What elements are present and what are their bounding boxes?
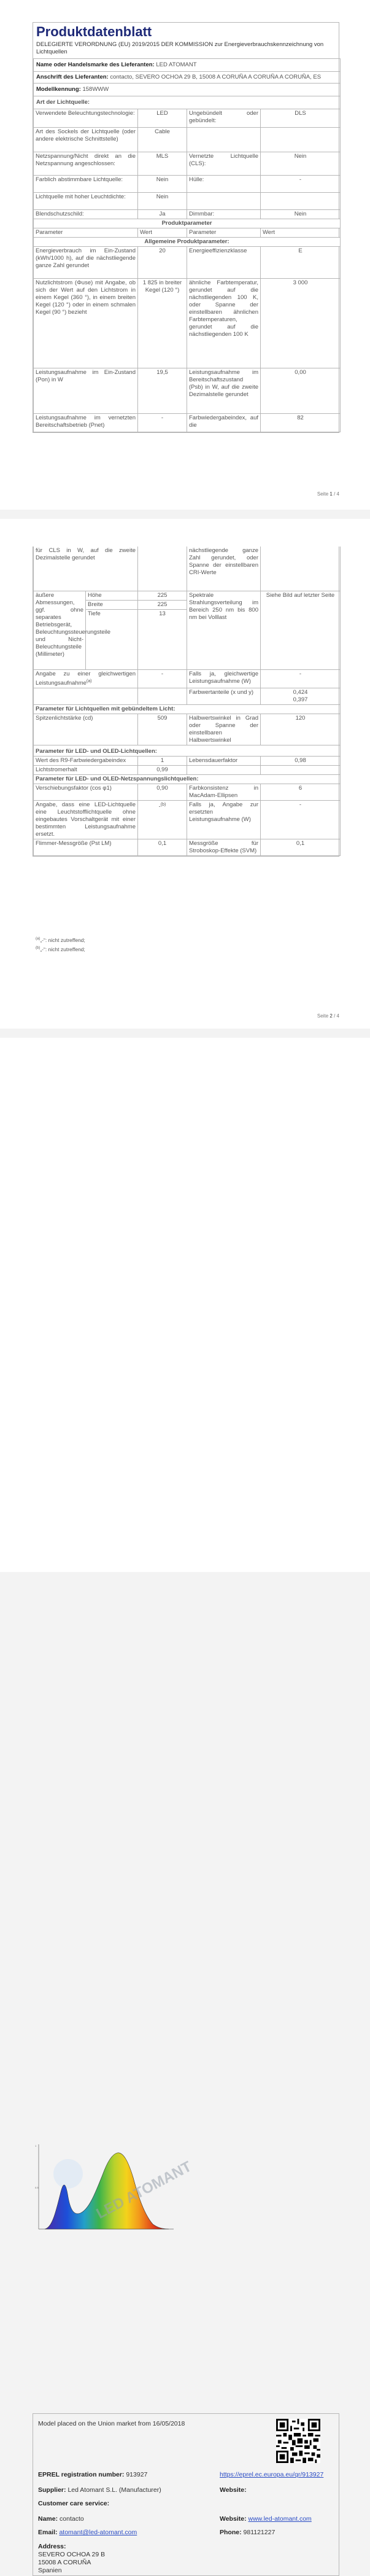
general_rows-v1-0: 20 — [138, 247, 187, 279]
beam-value: 120 — [261, 714, 341, 745]
dim-name-depth: Tiefe — [86, 609, 138, 669]
equiv-r-label: Falls ja, gleichwertige Leistungsaufnahme (W) — [187, 669, 261, 688]
care-website: Website: www.led-atomant.com — [220, 2515, 312, 2523]
type_rows-l1-4: Lichtquelle mit hoher Leuchtdichte: — [34, 193, 138, 210]
datasheet-frame — [33, 22, 339, 433]
care-email: Email: atomant@led-atomant.com — [38, 2529, 137, 2536]
type_rows-v2-3: - — [261, 176, 341, 193]
type_rows-v2-0: DLS — [261, 109, 341, 128]
type_rows-l2-3: Hülle: — [187, 176, 261, 193]
type_rows-l2-5: Dimmbar: — [187, 210, 261, 219]
supplier-address-row: Anschrift des Lieferanten: contacto, SEVERO OCHOA 29 B, 15008 A CORUÑA A CORUÑA A CORUÑA, ES — [34, 72, 341, 84]
type_rows-v1-2: MLS — [138, 152, 187, 176]
led-heading: Parameter für LED- und OLED-Lichtquellen: — [34, 745, 341, 756]
spectrum-chart — [33, 2137, 195, 2241]
general_rows-v1-3: - — [138, 414, 187, 432]
eprel-card — [33, 2413, 339, 2576]
dim-value-depth: 13 — [138, 609, 187, 669]
params-table-2 — [33, 547, 341, 856]
footnote-a: $^{(a)}$„-“: nicht zutreffend; — [36, 936, 85, 943]
general_rows-l1-0: Energieverbrauch im Ein-Zustand (kWh/1000 h), auf die nächstliegende ganze Zahl gerundet — [34, 247, 138, 279]
type_rows-l1-3: Farblich abstimmbare Lichtquelle: — [34, 176, 138, 193]
page-1 — [0, 0, 370, 510]
col-value-2: Wert — [261, 228, 341, 238]
dimensions-label: äußere Abmessungen, ggf. ohne separates Betriebsgerät, Beleuchtungssteuerungsteile und Nicht-Beleuchtungsteile (Millimeter) — [34, 591, 86, 669]
dim-value-width: 225 — [138, 600, 187, 609]
macadam-value: 6 — [261, 784, 341, 800]
supplier-name-row: Name oder Handelsmarke des Lieferanten: LED ATOMANT — [34, 59, 341, 72]
type_rows-l1-0: Verwendete Beleuchtungstechnologie: — [34, 109, 138, 128]
general_rows-v2-3: 82 — [261, 414, 341, 432]
dpf-label: Verschiebungsfaktor (cos φ1) — [34, 784, 138, 800]
general_rows-l2-0: Energieeffizienzklasse — [187, 247, 261, 279]
care-email-link[interactable]: atomant@led-atomant.com — [59, 2529, 137, 2536]
type_rows-v1-3: Nein — [138, 176, 187, 193]
eprel-link[interactable]: https://eprel.ec.europa.eu/qr/913927 — [220, 2471, 324, 2478]
footnotes — [36, 935, 85, 954]
equiv-label: Angabe zu einer gleichwertigen Leistungsaufnahme$^{(a)}$ — [34, 669, 138, 688]
equiv-value: - — [138, 669, 187, 688]
chroma-label: Farbwertanteile (x und y) — [187, 688, 261, 704]
r9-label: Wert des R9-Farbwiedergabeindex — [34, 756, 138, 765]
peak-label: Spitzenlichtstärke (cd) — [34, 714, 138, 745]
type_rows-v2-5: Nein — [261, 210, 341, 219]
spectral-label: Spektrale Strahlungsverteilung im Bereich 250 nm bis 800 nm bei Volllast — [187, 591, 261, 669]
col-param-1: Parameter — [34, 228, 138, 238]
general_rows-l1-2: Leistungsaufnahme im Ein-Zustand (Pon) in W — [34, 368, 138, 414]
footnote-b: $^{(b)}$„-“: nicht zutreffend; — [36, 946, 85, 952]
website-label: Website: — [220, 2486, 247, 2494]
datasheet-frame-2 — [33, 547, 339, 857]
dim-name-height: Höhe — [86, 591, 138, 600]
replace-r-value: - — [261, 800, 341, 839]
col-value-1: Wert — [138, 228, 187, 238]
col-param-2: Parameter — [187, 228, 261, 238]
page-number-2: Seite 2 / 4 — [317, 1013, 339, 1019]
page-3 — [0, 1038, 370, 2574]
spectral-value: Siehe Bild auf letzter Seite — [261, 591, 341, 669]
maintenance-label: Lichtstromerhalt — [34, 765, 138, 774]
customer-care-label: Customer care service: — [38, 2500, 110, 2507]
macadam-label: Farbkonsistenz in MacAdam-Ellipsen — [187, 784, 261, 800]
placed-on-market: Model placed on the Union market from 16/05/2018 — [38, 2420, 185, 2427]
eprel-registration: EPREL registration number: 913927 — [38, 2471, 148, 2478]
replace-label: Angabe, dass eine LED-Lichtquelle eine Leuchtstofflichtquelle ohne eingebautes Vorschaltgerät mit einer bestimmten Leistungsaufnahme ersetzt. — [34, 800, 138, 839]
general_rows-v2-2: 0,00 — [261, 368, 341, 414]
cont-label-1: für CLS in W, auf die zweite Dezimalstelle gerundet — [34, 547, 138, 591]
beam-label: Halbwertswinkel in Grad oder Spanne der einstellbaren Halbwertswinkel — [187, 714, 261, 745]
page-2 — [0, 519, 370, 1029]
dim-name-width: Breite — [86, 600, 138, 609]
type_rows-v1-5: Ja — [138, 210, 187, 219]
y-tick-mid: 0.5 — [35, 2186, 39, 2189]
y-tick-top: 1 — [35, 2144, 37, 2147]
chroma-values: 0,424 0,397 — [261, 688, 341, 704]
care-address: Address: SEVERO OCHOA 29 B 15008 A CORUÑA Spanien — [38, 2543, 106, 2574]
care-website-link[interactable]: www.led-atomant.com — [248, 2515, 312, 2523]
flicker-label: Flimmer-Messgröße (Pst LM) — [34, 839, 138, 855]
dpf-value: 0,90 — [138, 784, 187, 800]
survival-value: 0,98 — [261, 756, 341, 765]
directional-heading: Parameter für Lichtquellen mit gebündeltem Licht: — [34, 704, 341, 714]
care-name: Name: contacto — [38, 2515, 84, 2523]
type_rows-l1-1: Art des Sockels der Lichtquelle (oder andere elektrische Schnittstelle) — [34, 128, 138, 152]
maintenance-value: 0,99 — [138, 765, 187, 774]
general_rows-l2-1: ähnliche Farbtemperatur, gerundet auf die nächstliegenden 100 K, oder Spanne der einstellbaren ähnlichen Farbtemperaturen, gerundet auf die nächstliegenden 100 K — [187, 279, 261, 368]
watermark-text: LED ATOMANT — [93, 2158, 195, 2222]
r9-value: 1 — [138, 756, 187, 765]
type_rows-l1-5: Blendschutzschild: — [34, 210, 138, 219]
survival-label: Lebensdauerfaktor — [187, 756, 261, 765]
equiv-r-value: - — [261, 669, 341, 688]
general_rows-l1-1: Nutzlichtstrom (Φuse) mit Angabe, ob sich der Wert auf den Lichtstrom in einem Kegel (360 °), in einem breiten Kegel (120 °) oder in einem schmalen Kegel (90 °) bezieht — [34, 279, 138, 368]
sheet-title: Produktdatenblatt — [36, 24, 152, 39]
supplier-table — [33, 58, 341, 432]
regulation-text: DELEGIERTE VERORDNUNG (EU) 2019/2015 DER KOMMISSION zur Energieverbrauchskennzeichnung von Lichtquellen — [36, 41, 324, 55]
halo-shape — [53, 2159, 83, 2189]
page-number: Seite 1 / 4 — [317, 491, 339, 497]
type_rows-v2-1 — [261, 128, 341, 152]
dim-value-height: 225 — [138, 591, 187, 600]
general_rows-v2-0: E — [261, 247, 341, 279]
replace-r-label: Falls ja, Angabe zur ersetzten Leistungsaufnahme (W) — [187, 800, 261, 839]
type_rows-l1-2: Netzspannung/Nicht direkt an die Netzspannung angeschlossen: — [34, 152, 138, 176]
cont-label-2: nächstliegende ganze Zahl gerundet, oder Spanne der einstellbaren CRI-Werte — [187, 547, 261, 591]
model-row: Modellkennung: 158WWW — [34, 84, 341, 96]
strobo-value: 0,1 — [261, 839, 341, 855]
peak-value: 509 — [138, 714, 187, 745]
care-phone: Phone: 981121227 — [220, 2529, 276, 2536]
type-heading: Art der Lichtquelle: — [34, 96, 341, 109]
type_rows-l2-2: Vernetzte Lichtquelle (CLS): — [187, 152, 261, 176]
general_rows-v2-1: 3 000 — [261, 279, 341, 368]
type_rows-l2-0: Ungebündelt oder gebündelt: — [187, 109, 261, 128]
general_rows-v1-1: 1 825 in breiter Kegel (120 °) — [138, 279, 187, 368]
strobo-label: Messgröße für Stroboskop-Effekte (SVM) — [187, 839, 261, 855]
type_rows-v1-1: Cable — [138, 128, 187, 152]
type_rows-v1-0: LED — [138, 109, 187, 128]
qr-code-icon[interactable] — [276, 2419, 320, 2463]
general_rows-l2-3: Farbwiedergabeindex, auf die — [187, 414, 261, 432]
general_rows-v1-2: 19,5 — [138, 368, 187, 414]
type_rows-v2-4 — [261, 193, 341, 210]
replace-value: -$^{(b)}$ — [138, 800, 187, 839]
params-heading: Produktparameter — [34, 219, 341, 228]
type_rows-v1-4: Nein — [138, 193, 187, 210]
general-params-heading: Allgemeine Produktparameter: — [34, 238, 341, 247]
general_rows-l2-2: Leistungsaufnahme im Bereitschaftszustand (Psb) in W, auf die zweite Dezimalstelle gerundet — [187, 368, 261, 414]
supplier-line: Supplier: Led Atomant S.L. (Manufacturer) — [38, 2486, 161, 2494]
type_rows-l2-1 — [187, 128, 261, 152]
mains-heading: Parameter für LED- und OLED-Netzspannungslichtquellen: — [34, 774, 341, 784]
general_rows-l1-3: Leistungsaufnahme im vernetzten Bereitschaftsbetrieb (Pnet) — [34, 414, 138, 432]
type_rows-l2-4 — [187, 193, 261, 210]
flicker-value: 0,1 — [138, 839, 187, 855]
type_rows-v2-2: Nein — [261, 152, 341, 176]
